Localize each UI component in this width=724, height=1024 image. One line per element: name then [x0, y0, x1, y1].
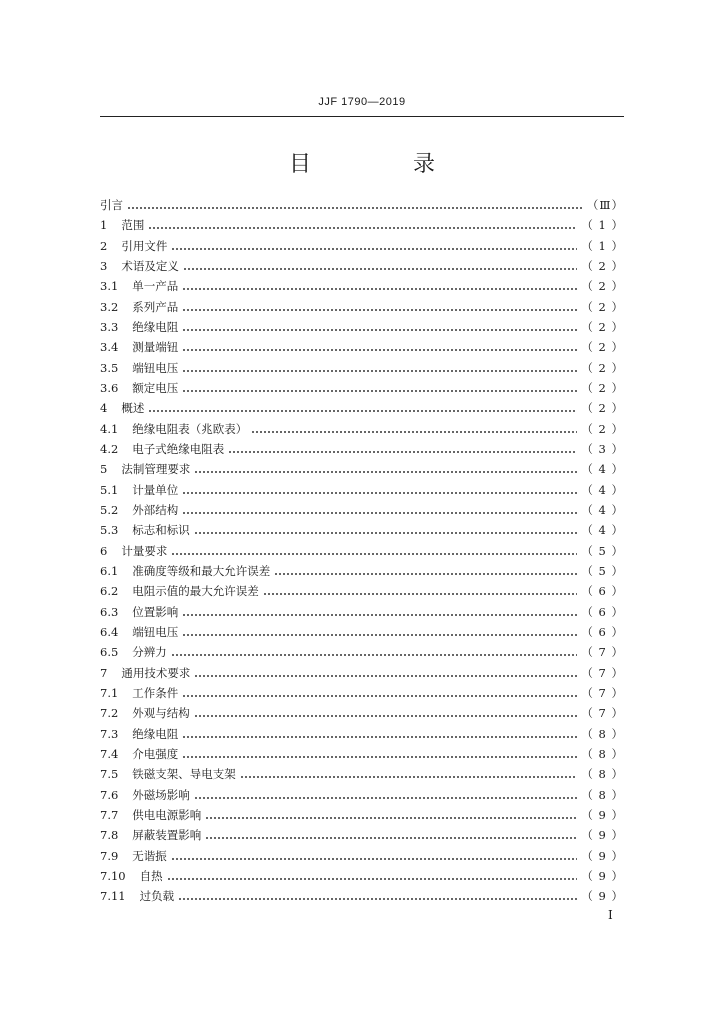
toc-section-title: 屏蔽装置影响 [132, 828, 202, 843]
toc-section-number: 6.5 [100, 645, 119, 660]
toc-leader-dots [148, 410, 577, 412]
toc-section-title: 引用文件 [121, 238, 168, 253]
toc-section-title: 法制管理要求 [121, 462, 191, 477]
toc-page-ref: （ 8 ） [581, 787, 624, 802]
toc-section-number: 7.8 [100, 828, 119, 843]
toc-section-title: 计量单位 [132, 482, 179, 497]
toc-section-title: 系列产品 [132, 299, 179, 314]
toc-section-title: 计量要求 [121, 543, 168, 558]
toc-section-title: 铁磁支架、导电支架 [132, 767, 236, 782]
toc-leader-dots [182, 492, 577, 494]
toc-section-number: 5.2 [100, 503, 119, 518]
toc-page-ref: （ 5 ） [581, 564, 624, 579]
toc-section-number: 3.5 [100, 360, 119, 375]
toc-leader-dots [205, 817, 577, 819]
toc-entry-label [100, 846, 167, 866]
toc-section-number: 6.2 [100, 584, 119, 599]
toc-page-ref: （ 2 ） [581, 279, 624, 294]
toc-entry [100, 358, 624, 378]
toc-leader-dots [182, 329, 577, 331]
toc-page-ref: （ 9 ） [581, 828, 624, 843]
toc-page-ref: （ 2 ） [581, 259, 624, 274]
toc-entry-label [100, 642, 167, 662]
toc-leader-dots [182, 288, 577, 290]
toc-section-title: 绝缘电阻 [132, 320, 179, 335]
toc-leader-dots [182, 756, 577, 758]
toc-page-ref: （ 2 ） [581, 299, 624, 314]
toc-section-number: 5.3 [100, 523, 119, 538]
toc-leader-dots [194, 797, 578, 799]
toc-entry [100, 520, 624, 540]
toc-entry [100, 581, 624, 601]
toc-entry-label [100, 764, 236, 784]
toc-section-number: 4.2 [100, 442, 119, 457]
toc-section-title: 单一产品 [132, 279, 179, 294]
toc-page-ref: （ 2 ） [581, 381, 624, 396]
toc-entry-label [100, 683, 178, 703]
toc-leader-dots [182, 309, 577, 311]
toc-leader-dots [182, 349, 577, 351]
toc-entry [100, 195, 624, 215]
toc-entry [100, 215, 624, 235]
toc-leader-dots [251, 431, 577, 433]
toc-page-ref: （ 9 ） [581, 889, 624, 904]
toc-leader-dots [228, 451, 577, 453]
toc-entry [100, 785, 624, 805]
toc-section-title: 范围 [121, 218, 145, 233]
toc-section-title: 电阻示值的最大允许误差 [132, 584, 259, 599]
toc-entry [100, 642, 624, 662]
toc-page-ref: （ 2 ） [581, 421, 624, 436]
toc-page-ref: （ 1 ） [581, 218, 624, 233]
toc-page-ref: （ 2 ） [581, 401, 624, 416]
toc-page-ref: （ 1 ） [581, 238, 624, 253]
toc-leader-dots [167, 878, 578, 880]
toc-section-title: 分辨力 [132, 645, 167, 660]
toc-page-ref: （ 4 ） [581, 523, 624, 538]
toc-page-ref: （ 7 ） [581, 645, 624, 660]
toc-entry [100, 866, 624, 886]
toc-section-number: 6.3 [100, 604, 119, 619]
toc-section-number: 3 [100, 259, 108, 274]
toc-leader-dots [240, 776, 578, 778]
toc-section-number: 4.1 [100, 421, 119, 436]
toc-entry [100, 500, 624, 520]
toc-entry-label [100, 602, 178, 622]
toc-section-title: 电子式绝缘电阻表 [132, 442, 225, 457]
toc-entry-label [100, 805, 201, 825]
toc-page-ref: （ 8 ） [581, 767, 624, 782]
toc-entry-label [100, 337, 178, 357]
toc-section-title: 位置影响 [132, 604, 179, 619]
toc-page-ref: （ 4 ） [581, 462, 624, 477]
toc-section-title: 额定电压 [132, 381, 179, 396]
toc-leader-dots [182, 512, 577, 514]
toc-entry [100, 764, 624, 784]
toc-entry-label [100, 622, 178, 642]
toc-page-ref: （Ⅲ） [586, 198, 624, 213]
toc-leader-dots [194, 675, 577, 677]
toc-page-ref: （ 4 ） [581, 503, 624, 518]
toc-page-ref: （ 6 ） [581, 625, 624, 640]
toc-page-ref: （ 6 ） [581, 604, 624, 619]
toc-leader-dots [127, 207, 583, 209]
toc-leader-dots [171, 248, 577, 250]
header-rule [100, 116, 624, 117]
toc-section-number: 3.6 [100, 381, 119, 396]
toc-leader-dots [171, 654, 578, 656]
toc-section-title: 术语及定义 [121, 259, 179, 274]
toc-leader-dots [182, 634, 577, 636]
toc-entry-label [100, 317, 178, 337]
toc-entry [100, 846, 624, 866]
toc-entry-label [100, 439, 224, 459]
toc-section-title: 引言 [100, 198, 123, 213]
toc-entry-label [100, 500, 178, 520]
toc-entry [100, 805, 624, 825]
toc-leader-dots [182, 390, 577, 392]
toc-section-title: 无谐振 [132, 848, 167, 863]
toc-section-number: 3.4 [100, 340, 119, 355]
toc-section-number: 5.1 [100, 482, 119, 497]
toc-section-title: 介电强度 [132, 747, 179, 762]
toc-entry [100, 398, 624, 418]
toc-entry [100, 541, 624, 561]
toc-entry [100, 703, 624, 723]
toc-section-number: 7.6 [100, 787, 119, 802]
toc-entry [100, 378, 624, 398]
toc-section-number: 6 [100, 543, 108, 558]
toc-page-ref: （ 9 ） [581, 848, 624, 863]
toc-section-number: 7.1 [100, 686, 119, 701]
toc-page-ref: （ 5 ） [581, 543, 624, 558]
table-of-contents [100, 195, 624, 906]
toc-leader-dots [182, 614, 577, 616]
toc-leader-dots [182, 736, 577, 738]
toc-entry-label [100, 866, 163, 886]
toc-section-title: 测量端钮 [132, 340, 179, 355]
toc-entry-label [100, 358, 178, 378]
toc-leader-dots [205, 837, 577, 839]
toc-entry-label [100, 663, 190, 683]
toc-section-number: 7.7 [100, 808, 119, 822]
toc-leader-dots [194, 532, 578, 534]
toc-section-title: 工作条件 [132, 686, 179, 701]
toc-leader-dots [182, 695, 577, 697]
toc-page-ref: （ 9 ） [581, 808, 624, 822]
toc-entry-label [100, 724, 178, 744]
toc-section-number: 7.2 [100, 706, 119, 721]
toc-section-number: 7.10 [100, 868, 126, 883]
toc-section-title: 绝缘电阻 [132, 726, 179, 741]
toc-entry-label [100, 459, 190, 479]
toc-entry-label [100, 825, 201, 845]
toc-page-ref: （ 6 ） [581, 584, 624, 599]
toc-leader-dots [148, 227, 577, 229]
toc-section-number: 3.3 [100, 320, 119, 335]
toc-section-title: 通用技术要求 [121, 665, 191, 680]
toc-leader-dots [182, 370, 577, 372]
toc-entry-label [100, 520, 190, 540]
toc-section-title: 供电电源影响 [132, 808, 202, 822]
toc-page-ref: （ 2 ） [581, 360, 624, 375]
toc-leader-dots [178, 898, 577, 900]
toc-section-title: 外观与结构 [132, 706, 190, 721]
toc-page-ref: （ 4 ） [581, 482, 624, 497]
toc-section-title: 端钮电压 [132, 625, 179, 640]
toc-entry [100, 480, 624, 500]
toc-leader-dots [194, 715, 578, 717]
toc-entry-label [100, 236, 167, 256]
toc-section-title: 过负载 [139, 889, 175, 904]
toc-page-ref: （ 9 ） [581, 868, 624, 883]
toc-section-title: 外部结构 [132, 503, 179, 518]
document-code-header: JJF 1790—2019 [318, 96, 406, 108]
toc-entry-label [100, 256, 179, 276]
toc-section-title: 自热 [139, 868, 163, 883]
toc-entry-label [100, 276, 178, 296]
toc-section-number: 3.2 [100, 299, 119, 314]
toc-page-ref: （ 2 ） [581, 340, 624, 355]
toc-entry [100, 825, 624, 845]
toc-entry [100, 724, 624, 744]
toc-entry [100, 337, 624, 357]
toc-leader-dots [171, 553, 577, 555]
toc-leader-dots [171, 858, 578, 860]
toc-entry-label [100, 785, 190, 805]
toc-section-title: 准确度等级和最大允许误差 [132, 564, 271, 579]
toc-entry-label [100, 541, 167, 561]
toc-entry [100, 663, 624, 683]
toc-page-ref: （ 8 ） [581, 726, 624, 741]
toc-section-title: 标志和标识 [132, 523, 190, 538]
toc-entry [100, 886, 624, 906]
toc-entry [100, 602, 624, 622]
toc-entry [100, 317, 624, 337]
toc-entry [100, 276, 624, 296]
toc-entry-label [100, 378, 178, 398]
toc-entry [100, 683, 624, 703]
page-number: I [608, 908, 613, 922]
toc-entry-label [100, 480, 178, 500]
toc-entry-label [100, 398, 144, 418]
toc-page-ref: （ 8 ） [581, 747, 624, 762]
toc-section-number: 5 [100, 462, 108, 477]
toc-page-ref: （ 7 ） [581, 686, 624, 701]
toc-section-title: 端钮电压 [132, 360, 179, 375]
toc-section-number: 7.5 [100, 767, 119, 782]
toc-entry-label [100, 581, 259, 601]
toc-entry [100, 561, 624, 581]
toc-section-number: 7.4 [100, 747, 119, 762]
toc-entry-label [100, 195, 123, 215]
toc-entry [100, 439, 624, 459]
toc-entry-label [100, 703, 190, 723]
toc-leader-dots [263, 593, 578, 595]
toc-page-ref: （ 3 ） [581, 442, 624, 457]
toc-entry-label [100, 297, 178, 317]
toc-entry [100, 419, 624, 439]
toc-page-ref: （ 7 ） [581, 665, 624, 680]
toc-entry-label [100, 215, 144, 235]
toc-section-number: 6.4 [100, 625, 119, 640]
toc-entry [100, 744, 624, 764]
toc-entry [100, 622, 624, 642]
toc-section-number: 7 [100, 665, 108, 680]
toc-section-number: 7.11 [100, 889, 126, 904]
toc-section-number: 4 [100, 401, 108, 416]
toc-page-ref: （ 2 ） [581, 320, 624, 335]
toc-page-ref: （ 7 ） [581, 706, 624, 721]
toc-leader-dots [194, 471, 577, 473]
toc-section-number: 6.1 [100, 564, 119, 579]
toc-leader-dots [183, 268, 578, 270]
toc-section-number: 2 [100, 238, 108, 253]
toc-entry [100, 236, 624, 256]
toc-entry [100, 459, 624, 479]
toc-entry [100, 256, 624, 276]
toc-section-title: 绝缘电阻表（兆欧表） [132, 421, 248, 436]
page-title: 目 录 [288, 152, 475, 177]
toc-entry-label [100, 419, 247, 439]
toc-leader-dots [274, 573, 577, 575]
toc-section-title: 外磁场影响 [132, 787, 190, 802]
toc-section-title: 概述 [121, 401, 145, 416]
toc-entry-label [100, 561, 270, 581]
toc-section-number: 1 [100, 218, 108, 233]
toc-entry [100, 297, 624, 317]
toc-section-number: 3.1 [100, 279, 119, 294]
toc-section-number: 7.9 [100, 848, 119, 863]
toc-entry-label [100, 886, 174, 906]
toc-entry-label [100, 744, 178, 764]
toc-section-number: 7.3 [100, 726, 119, 741]
